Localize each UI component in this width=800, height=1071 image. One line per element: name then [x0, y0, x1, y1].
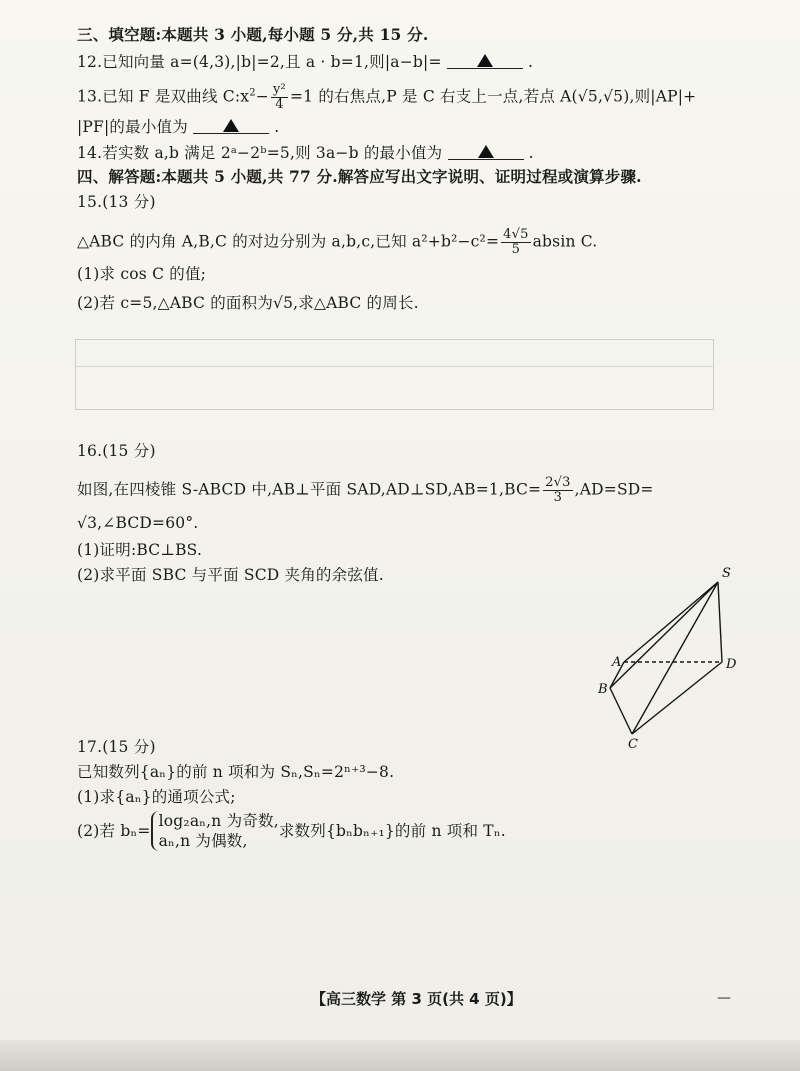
q16-header: 16.(15 分): [77, 442, 156, 460]
page-bottom-edge: [0, 1040, 800, 1071]
q13-rest: =1 的右焦点,P 是 C 右支上一点,若点 A(√5,√5),则|AP|+: [289, 87, 697, 106]
q17-part2-suffix: 求数列{bₙbₙ₊₁}的前 n 项和 Tₙ.: [278, 822, 506, 840]
q13-frac-num: y²: [272, 82, 286, 97]
q14-suffix: .: [528, 144, 534, 162]
label-C: C: [628, 737, 638, 750]
q13-fraction: [271, 83, 288, 112]
q15-stem-prefix: △ABC 的内角 A,B,C 的对边分别为 a,b,c,已知 a²+b²−c²=: [77, 232, 500, 251]
question-13-line2: [77, 117, 279, 137]
label-B: B: [598, 682, 608, 697]
question-13-line1: 13.已知 F 是双曲线 $C:x^2-$ $\frac{\text{y²}}{4}$ =1 的右焦点,P 是 C 右支上一点,若点 A(√5,√5),则|AP|+: [77, 82, 697, 112]
q16-part2: (2)求平面 SBC 与平面 SCD 夹角的余弦值.: [77, 566, 384, 584]
q16-frac-den: 3: [553, 490, 563, 505]
edge-SD: [718, 582, 722, 662]
answer-blank-12[interactable]: [447, 52, 523, 69]
q17-part2-prefix: (2)若 bₙ=: [77, 822, 151, 840]
q17-header: 17.(15 分): [77, 738, 156, 756]
q16-stem-prefix: 如图,在四棱锥 S-ABCD 中,AB⊥平面 SAD,AD⊥SD,AB=1,BC=: [77, 480, 542, 499]
q15-fraction: [501, 228, 530, 257]
q15-stem: [77, 228, 597, 257]
q15-stem-suffix: absin C.: [532, 232, 598, 251]
edge-SC: [632, 582, 718, 734]
q13-minus: −: [255, 87, 269, 106]
footer-dash: —: [717, 990, 731, 1006]
edge-BC: [610, 688, 632, 734]
edge-CD: [632, 662, 722, 734]
triangle-marker-icon: [223, 119, 239, 132]
label-S: S: [722, 566, 731, 581]
page-footer: 【高三数学 第 3 页(共 4 页)】: [311, 990, 522, 1008]
q13-line2-prefix: |PF|的最小值为: [77, 118, 188, 136]
q17-stem: 已知数列{aₙ}的前 n 项和为 Sₙ,Sₙ=2ⁿ⁺³−8.: [77, 763, 395, 781]
q16-fraction: [543, 476, 572, 505]
label-D: D: [726, 657, 737, 672]
q16-frac-num: 2√3: [545, 475, 571, 490]
q17-case1: log₂aₙ,n 为奇数,: [158, 812, 279, 830]
pyramid-figure: [590, 560, 740, 750]
q12-suffix: .: [527, 53, 534, 71]
edge-SA: [624, 582, 718, 662]
q12-text: 12.已知向量 a=(4,3),|b|=2,且 a · b=1,则|a−b|=: [77, 53, 442, 71]
q16-stem: [77, 476, 654, 505]
q17-case2: aₙ,n 为偶数,: [158, 832, 248, 850]
question-12: [77, 52, 533, 72]
q15-header: 15.(13 分): [77, 193, 156, 211]
q15-frac-num: 4√5: [503, 227, 529, 242]
q13-line2-suffix: .: [274, 118, 280, 136]
triangle-marker-icon: [478, 145, 494, 158]
question-14: [77, 143, 534, 163]
triangle-marker-icon: [477, 54, 493, 67]
section3-title: 三、填空题:本题共 3 小题,每小题 5 分,共 15 分.: [77, 25, 429, 44]
answer-blank-13[interactable]: [193, 117, 269, 134]
answer-blank-14[interactable]: [448, 143, 524, 160]
q15-frac-den: 5: [511, 242, 521, 257]
q17-part1: (1)求{aₙ}的通项公式;: [77, 788, 236, 806]
q14-text: 14.若实数 a,b 满足 2ᵃ−2ᵇ=5,则 3a−b 的最小值为: [77, 144, 443, 162]
edge-SB: [610, 582, 718, 688]
q13-prefix: 13.已知 F 是双曲线 C:x: [77, 87, 250, 106]
section4-title: 四、解答题:本题共 5 小题,共 77 分.解答应写出文字说明、证明过程或演算步骤.: [77, 167, 642, 186]
q15-part2: (2)若 c=5,△ABC 的面积为√5,求△ABC 的周长.: [77, 294, 419, 312]
label-A: A: [612, 655, 622, 670]
q16-part1: (1)证明:BC⊥BS.: [77, 541, 203, 559]
q16-stem-suffix: ,AD=SD=: [574, 480, 654, 499]
q15-part1: (1)求 cos C 的值;: [77, 265, 207, 283]
piecewise-brace: [151, 811, 279, 851]
q17-part2: [77, 811, 506, 851]
q16-stem-line2: √3,∠BCD=60°.: [77, 514, 199, 532]
bleed-through-table: [75, 339, 714, 410]
bleed-through-table-row: [76, 366, 713, 367]
q13-frac-den: 4: [275, 97, 284, 112]
